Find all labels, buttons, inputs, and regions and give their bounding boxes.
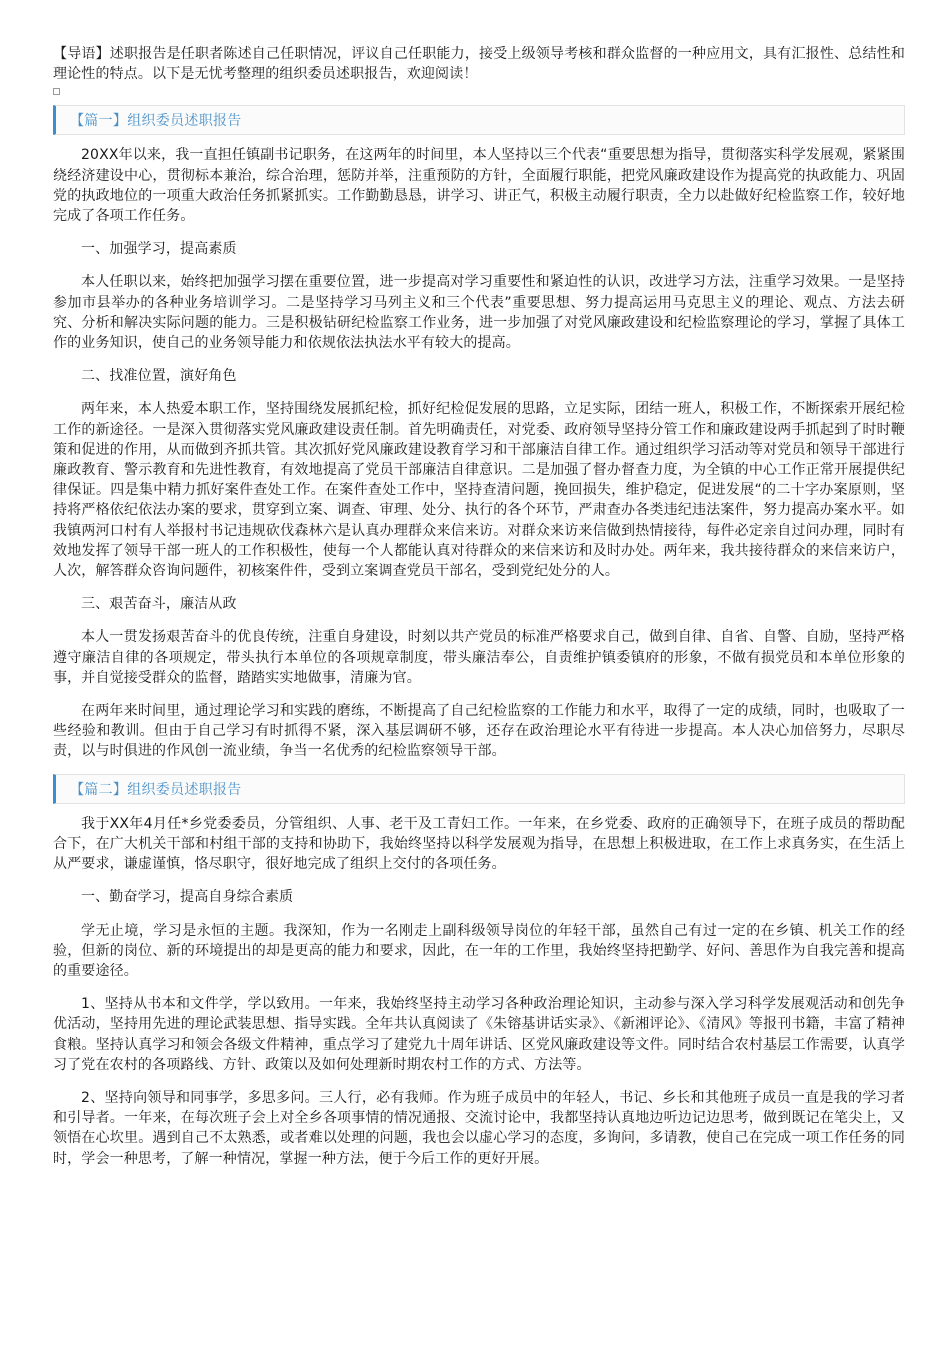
subheading: 三、艰苦奋斗，廉洁从政	[81, 596, 237, 613]
intro-paragraph: 【导语】述职报告是任职者陈述自己任职情况，评议自己任职能力，接受上级领导考核和群众监督的一种应用文，具有汇报性、总结性和理论性的特点。以下是无忧考整理的组织委员述职报告，欢迎阅读！	[53, 46, 905, 83]
paragraph: 1、坚持从书本和文件学，学以致用。一年来，我始终坚持主动学习各种政治理论知识，主动参与深入学习科学发展观活动和创先争优活动，坚持用先进的理论武装思想、指导实践。全年共认真阅读了《朱镕基讲话实录》、《新湘评论》、《清风》等报刊书籍，丰富了精神食粮。坚持认真学习和领会各级文件精神，重点学习了建党九十周年讲话、区党风廉政建设等文件。同时结合农村基层工作需要，认真学习了党在农村的各项路线、方针、政策以及如何处理新时期农村工作的方式、方法等。	[53, 996, 905, 1073]
paragraph: 2、坚持向领导和同事学，多思多问。三人行，必有我师。作为班子成员中的年轻人，书记、乡长和其他班子成员一直是我的学习者和引导者。一年来，在每次班子会上对全乡各项事情的情况通报、交流讨论中，我都坚持认真地边听边记边思考，做到既记在笔尖上，又领悟在心坎里。遇到自己不太熟悉，或者难以处理的问题，我也会以虚心学习的态度，多询问，多请教，使自己在完成一项工作任务的同时，学会一种思考，了解一种情况，掌握一种方法，便于今后工作的更好开展。	[53, 1089, 905, 1167]
paragraph: 在两年来时间里，通过理论学习和实践的磨练，不断提高了自己纪检监察的工作能力和水平，取得了一定的成绩，同时，也吸取了一些经验和教训。但由于自己学习有时抓得不紧，深入基层调研不够，还存在政治理论水平有待进一步提高。本人决心加倍努力，尽职尽责，以与时俱进的作风创一流业绩，争当一名优秀的纪检监察领导干部。	[53, 703, 905, 760]
document-page	[53, 44, 905, 1169]
subheading: 一、勤奋学习，提高自身综合素质	[81, 889, 294, 906]
subheading: 一、加强学习，提高素质	[81, 241, 237, 258]
paragraph: 本人任职以来，始终把加强学习摆在重要位置，进一步提高对学习重要性和紧迫性的认识，改进学习方法，注重学习效果。一是坚持参加市县举办的各种业务培训学习。二是坚持学习马列主义和三个代表”重要思想、努力提高运用马克思主义的理论、观点、方法去研究、分析和解决实际问题的能力。三是积极钻研纪检监察工作业务，进一步加强了对党风廉政建设和纪检监察理论的学习，掌握了具体工作的业务知识，使自己的业务领导能力和依规依法执法水平有较大的提高。	[53, 274, 905, 352]
subheading: 二、找准位置，演好角色	[81, 368, 237, 385]
paragraph: 我于XX年4月任*乡党委委员，分管组织、人事、老干及工青妇工作。一年来，在乡党委、政府的正确领导下，在班子成员的帮助配合下，在广大机关干部和村组干部的支持和协助下，我始终坚持以科学发展观为指导，在思想上积极进取，在工作上求真务实，在生活上从严要求，谦虚谨慎，恪尽职守，很好地完成了组织上交付的各项任务。	[53, 815, 905, 873]
section-title: 【篇二】组织委员述职报告	[70, 781, 242, 798]
paragraph: 学无止境，学习是永恒的主题。我深知，作为一名刚走上副科级领导岗位的年轻干部，虽然自己有过一定的在乡镇、机关工作的经验，但新的岗位、新的环境提出的却是更高的能力和要求，因此，在一年的工作里，我始终坚持把勤学、好问、善思作为自我完善和提高的重要途径。	[53, 922, 905, 979]
section-heading-1	[53, 105, 905, 135]
section-title: 【篇一】组织委员述职报告	[70, 113, 242, 130]
image-placeholder-icon	[53, 88, 60, 95]
section-heading-2	[53, 774, 905, 804]
paragraph: 本人一贯发扬艰苦奋斗的优良传统，注重自身建设，时刻以共产党员的标准严格要求自己，做到自律、自省、自警、自励，坚持严格遵守廉洁自律的各项规定，带头执行本单位的各项规章制度，带头廉洁奉公，自责维护镇委镇府的形象，不做有损党员和本单位形象的事，并自觉接受群众的监督，踏踏实实地做事，清廉为官。	[53, 629, 905, 686]
paragraph: 两年来，本人热爱本职工作，坚持围绕发展抓纪检，抓好纪检促发展的思路，立足实际，团结一班人，积极工作，不断探索开展纪检工作的新途径。一是深入贯彻落实党风廉政建设责任制。首先明确责任，对党委、政府领导坚持分管工作和廉政建设两手抓起到了时时鞭策和促进的作用，从而做到齐抓共管。其次抓好党风廉政建设教育学习和干部廉洁自律工作。通过组织学习活动等对党员和领导干部进行廉政教育、警示教育和先进性教育，有效地提高了党员干部廉洁自律意识。二是加强了督办督查力度，为全镇的中心工作正常开展提供纪律保证。四是集中精力抓好案件查处工作。在案件查处工作中，坚持查清问题，挽回损失，维护稳定，促进发展“的二十字办案原则，坚持将严格依纪依法办案的要求，贯穿到立案、调查、审理、处分、执行的各个环节，严肃查办各类违纪违法案件，努力提高办案水平。如我镇两河口村有人举报村书记违规砍伐森林六是认真办理群众来信来访。对群众来访来信做到热情接待，每件必定亲自过问办理，同时有效地发挥了领导干部一班人的工作积极性，使每一个人都能认真对待群众的来信来访和及时办处。两年来，我共接待群众的来信来访户，人次，解答群众咨询问题件，初核案件件，受到立案调查党员干部名，受到党纪处分的人。	[53, 401, 905, 580]
paragraph: 20XX年以来，我一直担任镇副书记职务，在这两年的时间里，本人坚持以三个代表“重要思想为指导，贯彻落实科学发展观，紧紧围绕经济建设中心，贯彻标本兼治，综合治理，惩防并举，注重预防的方针，全面履行职能，把党风廉政建设作为提高党的执政能力、巩固党的执政地位的一项重大政治任务抓紧抓实。工作勤勤恳恳，讲学习、讲正气，积极主动履行职责，全力以赴做好纪检监察工作，较好地完成了各项工作任务。	[53, 147, 905, 225]
